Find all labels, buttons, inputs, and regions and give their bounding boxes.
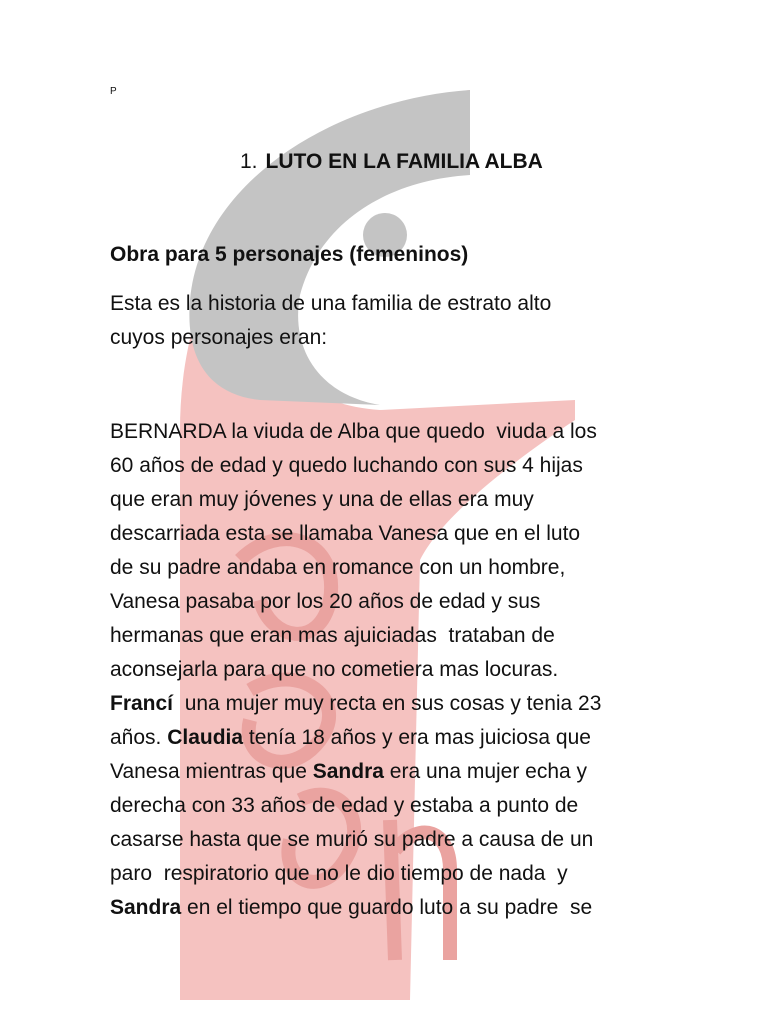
body-text: casarse hasta que se murió su padre a causa de un [110, 828, 594, 851]
body-text: 60 años de edad y quedo luchando con sus 4 hijas [110, 454, 583, 477]
body-line [110, 721, 670, 755]
body-text: BERNARDA la viuda de Alba que quedo viuda a los [110, 420, 597, 443]
body-line [110, 415, 670, 449]
body-text: Vanesa pasaba por los 20 años de edad y sus [110, 590, 541, 613]
body-line [110, 755, 670, 789]
body-line [110, 857, 670, 891]
character-name: Francí [110, 692, 174, 715]
body-line [110, 517, 670, 551]
corner-mark: P [110, 86, 117, 97]
body-line [110, 619, 670, 653]
body-text: paro respiratorio que no le dio tiempo de nada y [110, 862, 568, 885]
body-text: hermanas que eran mas ajuiciadas trataban de [110, 624, 555, 647]
title-text: LUTO EN LA FAMILIA ALBA [265, 150, 543, 173]
body-text: que eran muy jóvenes y una de ellas era muy [110, 488, 534, 511]
body-line [110, 653, 670, 687]
body-text: tenía 18 años y era mas juiciosa que [243, 726, 591, 749]
character-name: Sandra [312, 760, 384, 783]
body-line [110, 687, 670, 721]
body-line [110, 789, 670, 823]
page-title [240, 150, 543, 174]
body-line [110, 551, 670, 585]
intro-line: Esta es la historia de una familia de estrato alto [110, 292, 552, 315]
character-name: Sandra [110, 896, 182, 919]
body-text: Vanesa mientras que [110, 760, 313, 783]
body-line [110, 891, 670, 925]
body-text: de su padre andaba en romance con un hombre, [110, 556, 566, 579]
body-line [110, 483, 670, 517]
title-number: 1. [240, 150, 258, 173]
body-line [110, 585, 670, 619]
body-line [110, 449, 670, 483]
body-text: descarriada esta se llamaba Vanesa que en el luto [110, 522, 581, 545]
body-text: derecha con 33 años de edad y estaba a punto de [110, 794, 579, 817]
intro-line: cuyos personajes eran: [110, 326, 328, 349]
body-text: en el tiempo que guardo luto a su padre se [181, 896, 593, 919]
intro-paragraph [110, 287, 670, 355]
body-text: una mujer muy recta en sus cosas y tenia 23 [173, 692, 602, 715]
subtitle: Obra para 5 personajes (femeninos) [110, 243, 469, 266]
character-name: Claudia [167, 726, 244, 749]
body-line [110, 823, 670, 857]
body-text: años. [110, 726, 168, 749]
body-paragraph [110, 415, 670, 925]
body-text: era una mujer echa y [383, 760, 588, 783]
body-text: aconsejarla para que no cometiera mas locuras. [110, 658, 559, 681]
